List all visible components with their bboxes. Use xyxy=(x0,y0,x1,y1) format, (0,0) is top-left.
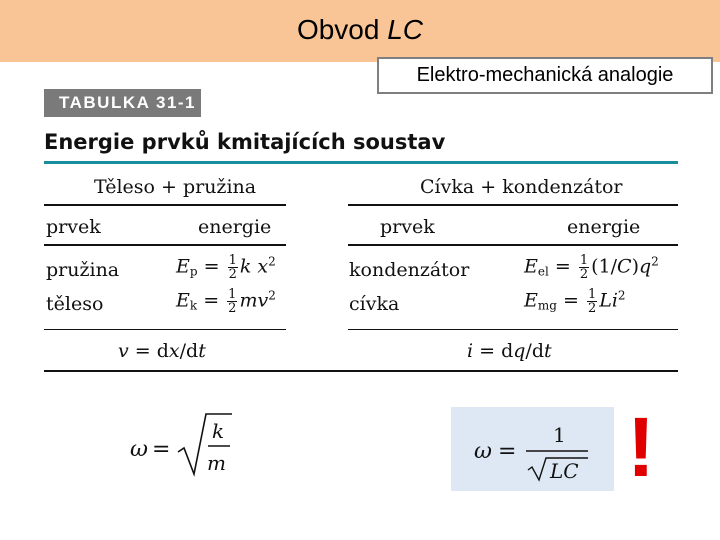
svg-text:m: m xyxy=(207,451,226,475)
table-bottom-rule xyxy=(44,370,678,372)
left-col-energy: energie xyxy=(198,216,272,238)
right-col-energy: energie xyxy=(567,216,641,238)
table-title: Energie prvků kmitajících soustav xyxy=(44,130,446,154)
table-top-rule xyxy=(44,161,678,164)
svg-text:LC: LC xyxy=(550,459,579,483)
right-colhead-rule xyxy=(348,244,678,246)
left-col-element: prvek xyxy=(46,216,101,238)
omega-mechanical-formula xyxy=(128,410,238,482)
right-rows-rule xyxy=(348,329,678,330)
table-tag: TABULKA 31-1 xyxy=(44,89,201,117)
left-row-element: těleso xyxy=(46,293,104,315)
svg-text:ω: ω xyxy=(130,437,148,462)
left-row-element: pružina xyxy=(46,259,120,281)
left-rows-rule xyxy=(44,329,286,330)
exclamation-mark: ! xyxy=(627,400,655,494)
right-row-element: cívka xyxy=(349,293,400,315)
slide-title: Obvod LC xyxy=(296,14,424,45)
omega-electrical-formula xyxy=(472,414,602,486)
right-group-header: Cívka + kondenzátor xyxy=(420,176,623,198)
left-group-header: Těleso + pružina xyxy=(94,176,257,198)
svg-text:=: = xyxy=(498,439,517,464)
svg-text:1: 1 xyxy=(553,423,566,447)
svg-text:=: = xyxy=(152,437,171,462)
svg-text:ω: ω xyxy=(474,439,492,464)
analogy-label-box: Elektro-mechanická analogie xyxy=(377,57,713,94)
current-relation: i = dq/dt xyxy=(467,340,552,362)
right-col-element: prvek xyxy=(380,216,435,238)
right-row-element: kondenzátor xyxy=(349,259,470,281)
spring-energy-formula: $E_p$ = $\frac{1}{2}$ k $x^2$ xyxy=(176,253,276,282)
capacitor-energy-formula: $E_{el}$ = $\frac{1}{2}$ $(1/C)q^2$ xyxy=(524,253,659,282)
right-header-rule xyxy=(348,204,678,206)
body-energy-formula: $E_k$ = $\frac{1}{2}$ $mv^2$ xyxy=(176,287,276,316)
left-colhead-rule xyxy=(44,244,286,246)
coil-energy-formula: $E_{mg}$ = $\frac{1}{2}$ Li$^2$ xyxy=(524,287,626,316)
svg-text:k: k xyxy=(212,419,225,443)
velocity-relation: v = dx/dt xyxy=(118,340,206,362)
left-header-rule xyxy=(44,204,286,206)
